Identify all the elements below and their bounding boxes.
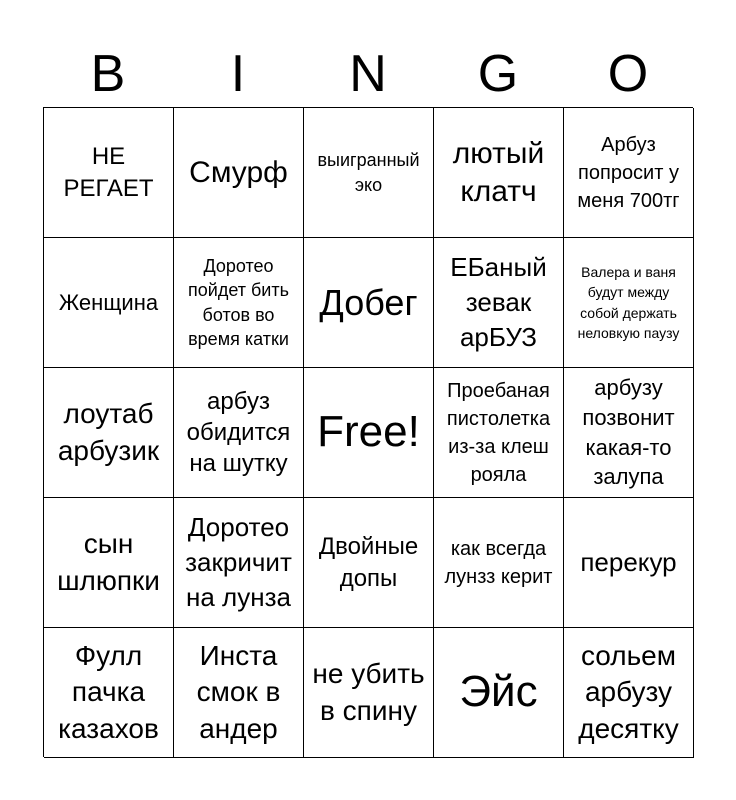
bingo-cell-r2c1[interactable] [44,238,174,368]
cell-text: не убить в спину [312,658,425,726]
bingo-cell-r4c2[interactable] [174,498,304,628]
bingo-cell-free[interactable] [304,368,434,498]
bingo-cell-r1c4[interactable] [434,108,564,238]
cell-text: Фулл пачка казахов [58,639,159,744]
bingo-cell-r2c2[interactable] [174,238,304,368]
cell-text: выигранный эко [317,150,420,195]
cell-text: Эйс [459,667,538,717]
bingo-cell-r3c4[interactable] [434,368,564,498]
cell-text: лоутаб арбузик [57,398,160,466]
bingo-header [43,40,693,108]
header-letter-b: B [90,45,126,103]
bingo-cell-r1c3[interactable] [304,108,434,238]
cell-text: сольем арбузу десятку [578,639,679,744]
cell-text: лютый клатч [452,137,545,208]
bingo-cell-r4c1[interactable] [44,498,174,628]
cell-text: арбуз обидится на шутку [186,387,291,478]
header-letter-g: G [477,45,519,103]
bingo-cell-r2c3[interactable] [304,238,434,368]
bingo-cell-r3c5[interactable] [564,368,694,498]
cell-text: НЕ РЕГАЕТ [63,143,154,202]
bingo-cell-r4c5[interactable] [564,498,694,628]
cell-text: Проебаная пистолетка из-за клеш рояла [446,379,551,486]
cell-text: Инста смок в андер [196,639,281,744]
bingo-cell-r4c3[interactable] [304,498,434,628]
header-letter-o: O [607,45,649,103]
bingo-cell-r3c1[interactable] [44,368,174,498]
bingo-cell-r4c4[interactable] [434,498,564,628]
header-letter-n: N [349,45,387,103]
bingo-cell-r5c3[interactable] [304,628,434,758]
cell-text: Женщина [58,289,159,315]
cell-text: Арбуз попросит у меня 700тг [577,133,680,212]
cell-text: Двойные допы [318,533,419,592]
cell-text: сын шлюпки [57,528,160,596]
bingo-cell-r5c1[interactable] [44,628,174,758]
free-space-label: Free! [317,407,420,457]
bingo-cell-r1c1[interactable] [44,108,174,238]
cell-text: ЕБаный зевак арБУЗ [450,251,547,353]
cell-text: Валера и ваня будут между собой держать неловкую паузу [577,263,680,341]
cell-text: Доротео пойдет бить ботов во время катки [188,255,289,349]
header-letter-i: I [230,45,246,103]
cell-text: перекур [580,546,677,577]
cell-text: как всегда лунзз керит [444,537,553,588]
bingo-cell-r5c2[interactable] [174,628,304,758]
bingo-cell-r2c4[interactable] [434,238,564,368]
bingo-card [43,107,693,757]
bingo-cell-r1c2[interactable] [174,108,304,238]
bingo-cell-r5c4[interactable] [434,628,564,758]
cell-text: арбузу позвонит какая-то залупа [582,375,675,490]
cell-text: Доротео закричит на лунза [185,511,292,613]
bingo-cell-r5c5[interactable] [564,628,694,758]
cell-text: Добег [319,281,418,323]
bingo-cell-r1c5[interactable] [564,108,694,238]
cell-text: Смурф [189,155,288,189]
bingo-cell-r2c5[interactable] [564,238,694,368]
bingo-cell-r3c2[interactable] [174,368,304,498]
